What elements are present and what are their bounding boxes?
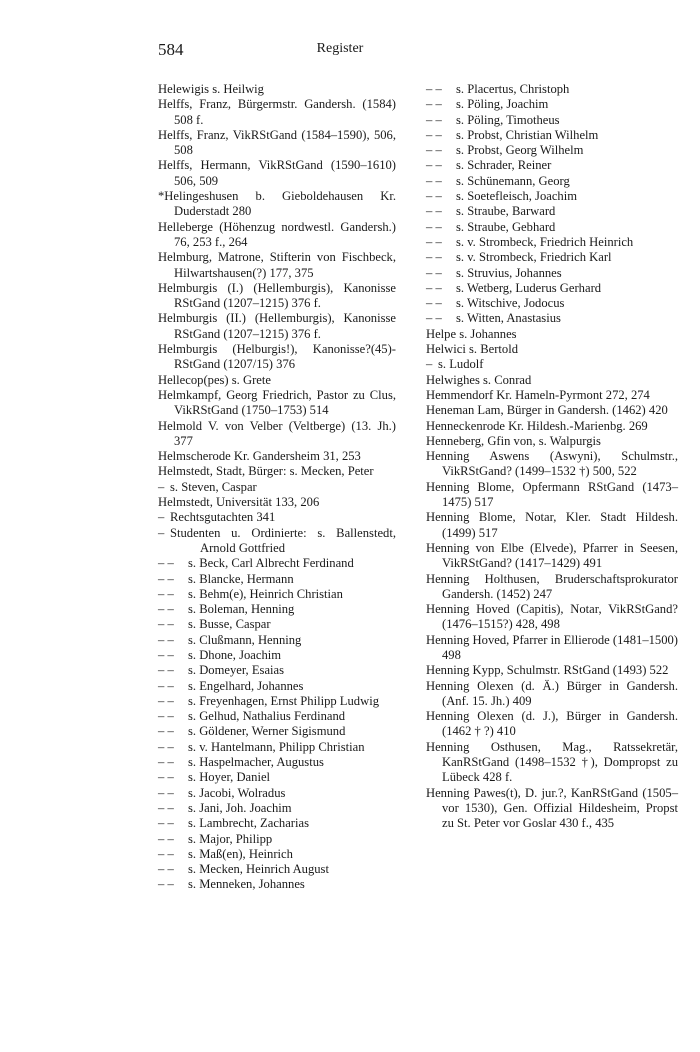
index-entry [426,602,678,633]
index-entry [158,663,396,678]
index-entry-text: s. Probst, Christian Wilhelm [456,127,599,142]
index-entry-text: s. Struvius, Johannes [456,265,562,280]
index-entry-text: Helmstedt, Universität 133, 206 [158,495,320,510]
index-entry [158,786,396,801]
index-entry [426,403,678,418]
index-entry [426,204,678,219]
index-entry-text: Helmburg, Matrone, Stifterin von Fischbeck, Hilwartshausen(?) 177, 375 [158,250,396,280]
continuation-dash: – – [426,219,442,234]
index-entry [426,663,678,678]
index-entry [426,449,678,480]
index-entry [426,434,678,449]
index-entry [158,556,396,571]
index-entry-text: s. Jani, Joh. Joachim [188,800,292,815]
index-entry [426,740,678,786]
index-entry-text: s. v. Strombeck, Friedrich Heinrich [456,234,634,249]
continuation-dash: – – [158,693,174,708]
index-entry-text: s. Probst, Georg Wilhelm [456,143,584,158]
index-entry-text: Helmburgis (II.) (Hellemburgis), Kanonisse RStGand (1207–1215) 376 f. [158,311,396,341]
continuation-dash: – – [158,632,174,647]
continuation-dash: – – [158,586,174,601]
index-entry [426,541,678,572]
continuation-dash: – – [158,831,174,846]
index-entry-text: Helleberge (Höhenzug nordwestl. Gandersh.) 76, 253 f., 264 [158,219,396,249]
running-header [158,40,522,62]
continuation-dash: – – [426,127,442,142]
index-entry-text: s. Pöling, Joachim [456,97,549,112]
index-entry-text: Henning Olexen (d. Ä.) Bürger in Gandersh. (Anf. 15. Jh.) 409 [426,678,678,708]
continuation-dash: – – [158,602,174,617]
index-entry [426,235,678,250]
index-entry-text: Henning Hoved, Pfarrer in Ellierode (1481–1500) 498 [426,632,678,662]
continuation-dash: – [426,357,433,372]
index-entry [158,648,396,663]
index-entry [158,709,396,724]
index-entry-text: s. Major, Philipp [188,831,273,846]
continuation-dash: – – [158,800,174,815]
continuation-dash: – [158,525,165,540]
index-entry-text: s. Jacobi, Wolradus [188,785,286,800]
index-entry [158,281,396,312]
index-entry-text: Hellecop(pes) s. Grete [158,372,271,387]
index-entry [158,862,396,877]
index-entry [158,189,396,220]
index-entry-text: s. Blancke, Hermann [188,571,294,586]
page-number: 584 [158,40,184,59]
continuation-dash: – – [426,97,442,112]
index-entry-text: s. Maß(en), Heinrich [188,846,293,861]
continuation-dash: – – [158,678,174,693]
continuation-dash: – – [158,816,174,831]
index-entry [426,128,678,143]
index-entry [426,373,678,388]
index-entry [158,816,396,831]
index-entry-text: Rechtsgutachten 341 [170,510,276,525]
index-entry-text: s. Hoyer, Daniel [188,770,271,785]
index-entry-text: s. Soetefleisch, Joachim [456,189,578,204]
index-entry [158,633,396,648]
index-entry [426,510,678,541]
index-entry-text: s. Behm(e), Heinrich Christian [188,586,343,601]
continuation-dash: – – [426,311,442,326]
index-entry [426,786,678,832]
continuation-dash: – [158,510,165,525]
index-entry [426,143,678,158]
index-entry-text: Helffs, Franz, VikRStGand (1584–1590), 506, 508 [158,127,396,158]
index-entry-text: Henning Olexen (d. J.), Bürger in Gandersh. (1462 † ?) 410 [426,709,678,739]
index-entry-text: s. Boleman, Henning [188,602,295,617]
index-entry-text: s. Schünemann, Georg [456,173,570,188]
continuation-dash: – – [426,112,442,127]
index-entry-text: Helffs, Hermann, VikRStGand (1590–1610) 506, 509 [158,158,396,188]
index-entry [158,572,396,587]
continuation-dash: – – [426,189,442,204]
index-entry-text: s. Witschive, Jodocus [456,296,565,311]
index-entry [426,480,678,511]
index-entry [426,311,678,326]
index-entry-text: Henning Pawes(t), D. jur.?, KanRStGand (1505–vor 1530), Gen. Offizial Hildesheim, Propst zu St. Peter vor Goslar 430 f., 435 [426,785,678,831]
index-entry-text: s. Straube, Barward [456,204,556,219]
index-entry [426,220,678,235]
index-entry-text: s. v. Strombeck, Friedrich Karl [456,250,612,265]
index-entry-text: s. Steven, Caspar [170,479,257,494]
index-entry [158,602,396,617]
index-entry-text: s. Göldener, Werner Sigismund [188,724,346,739]
index-entry [158,158,396,189]
continuation-dash: – [158,479,165,494]
index-entry [426,82,678,97]
continuation-dash: – – [158,739,174,754]
index-entry-text: s. Beck, Carl Albrecht Ferdinand [188,556,354,571]
index-entry-text: s. Haspelmacher, Augustus [188,755,324,770]
continuation-dash: – – [426,143,442,158]
index-entry [158,617,396,632]
index-entry [158,373,396,388]
continuation-dash: – – [158,877,174,892]
running-title: Register [316,41,364,56]
index-entry [158,510,396,525]
index-entry [426,327,678,342]
index-entry [158,480,396,495]
index-entry-text: Henning Aswens (Aswyni), Schulmstr., VikRStGand? (1499–1532 †) 500, 522 [426,449,678,479]
index-entry-text: s. Busse, Caspar [188,617,271,632]
index-entry [426,709,678,740]
index-entry [426,266,678,281]
index-entry [158,724,396,739]
index-entry [158,250,396,281]
index-entry [426,572,678,603]
index-entry [426,250,678,265]
index-entry [158,847,396,862]
continuation-dash: – – [426,265,442,280]
index-entry-text: Henning Holthusen, Bruderschaftsprokurator Gandersh. (1452) 247 [426,571,678,601]
index-column-right [426,82,678,832]
index-entry [158,311,396,342]
continuation-dash: – – [158,846,174,861]
index-entry [158,495,396,510]
index-entry-text: Helwighes s. Conrad [426,372,532,387]
index-entry-text: s. Placertus, Christoph [456,82,570,96]
index-entry-text: Helffs, Franz, Bürgermstr. Gandersh. (1584) 508 f. [158,97,396,127]
index-entry-text: Helmburgis (I.) (Hellemburgis), Kanonisse RStGand (1207–1215) 376 f. [158,280,396,311]
index-entry-text: Henning von Elbe (Elvede), Pfarrer in Seesen, VikRStGand? (1417–1429) 491 [426,540,678,571]
index-entry [158,832,396,847]
index-entry [426,357,678,372]
index-entry-text: s. Gelhud, Nathalius Ferdinand [188,709,346,724]
continuation-dash: – – [426,250,442,265]
index-entry-text: Hemmendorf Kr. Hameln-Pyrmont 272, 274 [426,387,650,402]
index-entry-text: Helmscherode Kr. Gandersheim 31, 253 [158,449,361,464]
index-entry-text: s. Lambrecht, Zacharias [188,816,309,831]
index-entry-text: Helmburgis (Helburgis!), Kanonisse?(45)-RStGand (1207/15) 376 [158,342,396,372]
index-entry-text: Helwici s. Bertold [426,342,518,357]
continuation-dash: – – [426,296,442,311]
index-entry-text: Helewigis s. Heilwig [158,82,264,96]
index-entry-text: Heneman Lam, Bürger in Gandersh. (1462) 420 [426,403,668,418]
index-column-left [158,82,396,893]
index-entry-text: *Helingeshusen b. Gieboldehausen Kr. Duderstadt 280 [158,189,396,219]
index-entry [158,526,396,557]
index-entry [158,679,396,694]
index-entry-text: s. Mecken, Heinrich August [188,862,329,877]
index-entry [158,755,396,770]
index-entry [158,770,396,785]
index-entry-text: s. v. Hantelmann, Philipp Christian [188,739,365,754]
continuation-dash: – – [426,158,442,173]
index-entry [426,281,678,296]
index-entry [426,679,678,710]
index-entry-text: Henning Blome, Notar, Kler. Stadt Hildesh. (1499) 517 [426,510,678,540]
index-entry-text: s. Straube, Gebhard [456,219,556,234]
index-entry-text: Henning Hoved (Capitis), Notar, VikRStGand? (1476–1515?) 428, 498 [426,602,678,632]
index-entry [158,82,396,97]
index-entry [158,877,396,892]
index-entry [426,97,678,112]
continuation-dash: – – [158,862,174,877]
continuation-dash: – – [426,173,442,188]
index-entry [158,694,396,709]
index-entry-text: s. Freyenhagen, Ernst Philipp Ludwig [188,693,379,708]
index-entry [426,113,678,128]
index-entry-text: s. Menneken, Johannes [188,877,305,892]
index-entry-text: s. Dhone, Joachim [188,647,282,662]
index-entry-text: s. Engelhard, Johannes [188,678,304,693]
index-entry [158,801,396,816]
continuation-dash: – – [158,617,174,632]
continuation-dash: – – [426,234,442,249]
index-entry-text: Helmstedt, Stadt, Bürger: s. Mecken, Peter [158,464,374,479]
continuation-dash: – – [158,770,174,785]
index-entry-text: s. Clußmann, Henning [188,632,302,647]
continuation-dash: – – [158,785,174,800]
index-entry-text: s. Witten, Anastasius [456,311,561,326]
index-entry [158,464,396,479]
index-entry-text: Helmold V. von Velber (Veltberge) (13. Jh.) 377 [158,418,396,448]
index-entry [426,296,678,311]
continuation-dash: – – [426,82,442,96]
index-entry-text: s. Domeyer, Esaias [188,663,285,678]
index-entry [158,220,396,251]
index-entry [426,388,678,403]
index-entry-text: Henning Kypp, Schulmstr. RStGand (1493) 522 [426,663,669,678]
continuation-dash: – – [426,204,442,219]
index-entry-text: Henning Blome, Opfermann RStGand (1473–1475) 517 [426,479,678,510]
continuation-dash: – – [158,663,174,678]
index-entry-text: s. Schrader, Reiner [456,158,552,173]
index-entry [426,419,678,434]
index-entry [158,740,396,755]
index-entry-text: Helpe s. Johannes [426,326,517,341]
continuation-dash: – – [158,647,174,662]
index-entry-text: s. Wetberg, Luderus Gerhard [456,280,602,295]
index-entry-text: Studenten u. Ordinierte: s. Ballenstedt, Arnold Gottfried [170,525,396,555]
index-entry-text: s. Pöling, Timotheus [456,112,560,127]
continuation-dash: – – [158,556,174,571]
continuation-dash: – – [158,709,174,724]
index-entry-text: Henning Osthusen, Mag., Ratssekretär, KanRStGand (1498–1532 †), Dompropst zu Lübeck 428 f. [426,739,678,785]
index-entry-text: s. Ludolf [438,357,484,372]
index-entry [158,342,396,373]
continuation-dash: – – [158,724,174,739]
index-entry [426,342,678,357]
index-entry [426,174,678,189]
index-entry [426,189,678,204]
index-entry-text: Henneckenrode Kr. Hildesh.-Marienbg. 269 [426,418,648,433]
index-entry [426,633,678,664]
index-entry [158,128,396,159]
index-entry-text: Helmkampf, Georg Friedrich, Pastor zu Clus, VikRStGand (1750–1753) 514 [158,387,396,418]
index-entry [426,158,678,173]
continuation-dash: – – [158,571,174,586]
index-entry [158,388,396,419]
index-entry [158,587,396,602]
index-entry [158,449,396,464]
index-entry [158,419,396,450]
continuation-dash: – – [426,280,442,295]
index-entry-text: Henneberg, Gfin von, s. Walpurgis [426,433,601,448]
continuation-dash: – – [158,755,174,770]
index-entry [158,97,396,128]
